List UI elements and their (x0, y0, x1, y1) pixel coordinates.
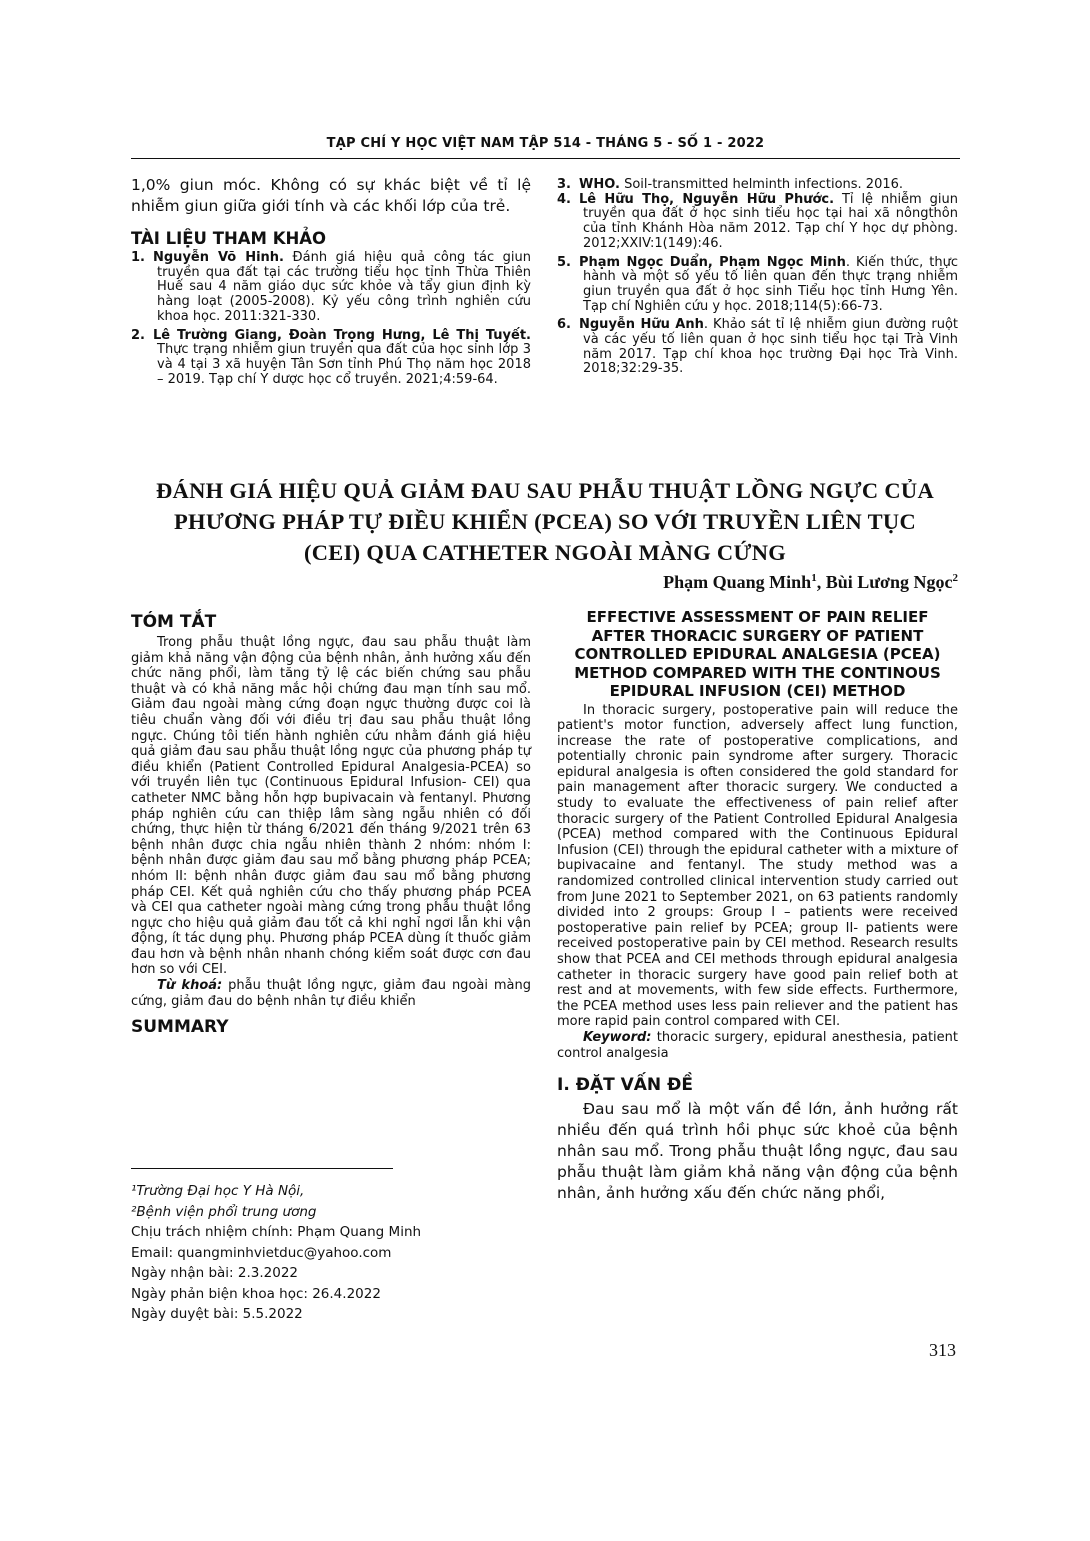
summary-en-title: EFFECTIVE ASSESSMENT OF PAIN RELIEF AFTER THORACIC SURGERY OF PATIENT CONTROLLED EPIDURAL ANALGESIA (PCEA) METHOD COMPARED WITH THE CONTINOUS EPIDURAL INFUSION (CEI) METHOD (574, 608, 941, 700)
author-name: Bùi Lương Ngọc (825, 572, 953, 592)
responsible-author: Chịu trách nhiệm chính: Phạm Quang Minh (131, 1224, 422, 1240)
footnote-rule (131, 1168, 393, 1169)
date-received: Ngày nhận bài: 2.3.2022 (131, 1265, 299, 1281)
reference-list-left (131, 251, 531, 387)
reference-list-right (557, 178, 958, 377)
header-rule (131, 158, 960, 159)
summary-en-text: In thoracic surgery, postoperative pain will reduce the patient's motor function, adversely affect lung function, increase the rate of postoperative complications, and potentially chronic pain syndrome after surgery. Thoracic epidural analgesia is often considered the gold standard for pain management after thoracic surgery. We conducted a study to evaluate the effectiveness of pain relief after thoracic surgery of the Patient Controlled Epidural Analgesia (PCEA) method compared with the Continuous Epidural Infusion (CEI) through the epidural catheter with a mixture of bupivacaine and fentanyl. The study method was a randomized controlled clinical intervention study carried out from June 2021 to September 2021, on 63 patients randomly divided into 2 groups: Group I – patients were received postoperative pain relief by PCEA; group II- patients were received postoperative pain by CEI method. Research results show that PCEA and CEI methods through epidural analgesia catheter in thoracic surgery have good pain relief both at rest and at movements, with few side effects. Furthermore, the PCEA method uses less pain reliever and the patient has more rapid pain control compared with CEI. (557, 702, 958, 1030)
title-line: ĐÁNH GIÁ HIỆU QUẢ GIẢM ĐAU SAU PHẪU THUẬT LỒNG NGỰC CỦA (156, 478, 934, 503)
running-head: TẠP CHÍ Y HỌC VIỆT NAM TẬP 514 - THÁNG 5 - SỐ 1 - 2022 (326, 136, 765, 151)
keywords-en-label: Keyword: (583, 1029, 652, 1045)
reference-item: 2. Lê Trường Giang, Đoàn Trọng Hưng, Lê Thị Tuyết. Thực trạng nhiễm giun truyền qua đất của học sinh lớp 3 và 4 tại 3 xã huyện Tân Sơn tỉnh Phú Thọ năm học 2018 – 2019. Tạp chí Y dược học cổ truyền. 2021;4:59-64. (131, 327, 531, 387)
title-line: (CEI) QUA CATHETER NGOÀI MÀNG CỨNG (303, 540, 787, 565)
author-line: Phạm Quang Minh$^1$, Bùi Lương Ngọc$^2$ (663, 572, 958, 592)
date-accepted: Ngày duyệt bài: 5.5.2022 (131, 1306, 303, 1322)
reference-item: 6. Nguyễn Hữu Anh. Khảo sát tỉ lệ nhiễm giun đường ruột và các yếu tố liên quan ở học sinh tiểu học tại Trà Vinh năm 2017. Tạp chí khoa học trường Đại học Trà Vinh. 2018;32:29-35. (557, 317, 958, 377)
continuation-text: 1,0% giun móc. Không có sự khác biệt về tỉ lệ nhiễm giun giữa giới tính và các khối lớp của trẻ. (131, 176, 531, 215)
page-number: 313 (929, 1340, 956, 1360)
keywords-en: Keyword: thoracic surgery, epidural anesthesia, patient control analgesia (557, 1029, 958, 1061)
keywords-vi-label: Từ khoá: (157, 978, 223, 994)
reference-item: 3. WHO. Soil-transmitted helminth infections. 2016. (557, 177, 904, 192)
summary-en-heading: SUMMARY (131, 1017, 229, 1038)
keywords-vi: Từ khoá: phẫu thuật lồng ngực, giảm đau ngoài màng cứng, giảm đau do bệnh nhân tự điều khiển (131, 978, 531, 1009)
article-title (120, 475, 970, 568)
author-name: Phạm Quang Minh (663, 572, 812, 592)
author-affiliation-mark: 1 (811, 572, 817, 584)
intro-text: Đau sau mổ là một vấn đề lớn, ảnh hưởng rất nhiều đến quá trình hồi phục sức khoẻ của bệnh nhân sau mổ. Trong phẫu thuật lồng ngực, đau sau phẫu thuật làm giảm khả năng vận động của bệnh nhân, ảnh hưởng xấu đến chức năng phổi, (557, 1100, 958, 1203)
summary-vi-text: Trong phẫu thuật lồng ngực, đau sau phẫu thuật làm giảm khả năng vận động của bệnh nhân, ảnh hưởng xấu đến chức năng phổi, làm tăng tỷ lệ các biến chứng sau phẫu thuật và có khả năng mắc hội chứng đau mạn tính sau mổ. Giảm đau ngoài màng cứng đoạn ngực thường được coi là tiêu chuẩn vàng đối với điều trị đau sau phẫu thuật lồng ngực. Chúng tôi tiến hành nghiên cứu nhằm đánh giá hiệu quả giảm đau sau phẫu thuật lồng ngực của phương pháp tự điều khiển (Patient Controlled Epidural Analgesia-PCEA) so với truyền liên tục (Continuous Epidural Infusion- CEI) qua catheter NMC bằng hỗn hợp bupivacain và fentanyl. Phương pháp nghiên cứu can thiệp lâm sàng ngẫu nhiên có đối chứng, thực hiện từ tháng 6/2021 đến tháng 9/2021 trên 63 bệnh nhân được chia ngẫu nhiên thành 2 nhóm: nhóm I: bệnh nhân được giảm đau sau mổ bằng phương pháp PCEA; nhóm II: bệnh nhân được giảm đau sau mổ bằng phương pháp CEI. Kết quả nghiên cứu cho thấy phương pháp PCEA và CEI qua catheter ngoài màng cứng trong phẫu thuật lồng ngực cho hiệu quả giảm đau tốt cả khi nghỉ ngơi lẫn khi vận động, ít tác dụng phụ. Phương pháp PCEA dùng ít thuốc giảm đau hơn và bệnh nhân nhanh chóng kiểm soát được cơn đau hơn so với CEI. (131, 635, 531, 978)
prev-article-left-column (131, 175, 531, 387)
abstract-vi-column (131, 612, 531, 1037)
prev-article-right-column (557, 178, 958, 377)
footnotes (131, 1181, 531, 1325)
email: Email: quangminhvietduc@yahoo.com (131, 1244, 392, 1261)
reference-item: 4. Lê Hữu Thọ, Nguyễn Hữu Phước. Tỉ lệ nhiễm giun truyền qua đất ở học sinh tiểu học tại hai xã nôngthôn của tỉnh Khánh Hòa năm 2012. Tạp chí Y học dự phòng. 2012;XXIV:1(149):46. (557, 191, 958, 251)
references-heading: TÀI LIỆU THAM KHẢO (131, 229, 327, 248)
abstract-en-column (557, 608, 958, 1204)
author-affiliation-mark: 2 (952, 572, 958, 584)
intro-heading: I. ĐẶT VẤN ĐỀ (557, 1075, 693, 1096)
date-reviewed: Ngày phản biện khoa học: 26.4.2022 (131, 1285, 381, 1302)
title-line: PHƯƠNG PHÁP TỰ ĐIỀU KHIỂN (PCEA) SO VỚI TRUYỀN LIÊN TỤC (173, 509, 916, 534)
reference-item: 1. Nguyễn Võ Hinh. Đánh giá hiệu quả công tác giun truyền qua đất tại các trường tiểu học tỉnh Thừa Thiên Huế sau 4 năm giáo dục sức khỏe và tẩy giun định kỳ hàng loạt (2005-2008). Kỷ yếu công trình nghiên cứu khoa học. 2011:321-330. (131, 250, 532, 324)
affiliation-1: ¹Trường Đại học Y Hà Nội, (131, 1183, 305, 1199)
affiliation-2: ²Bệnh viện phổi trung ương (131, 1203, 317, 1220)
reference-item: 5. Phạm Ngọc Duẩn, Phạm Ngọc Minh. Kiến thức, thực hành và một số yếu tố liên quan đến thực trạng nhiễm giun truyền qua đất ở học sinh Tiểu học tỉnh Hưng Yên. Tạp chí Nghiên cứu y học. 2018;114(5):66-73. (557, 254, 958, 314)
summary-vi-heading: TÓM TẮT (131, 612, 217, 632)
